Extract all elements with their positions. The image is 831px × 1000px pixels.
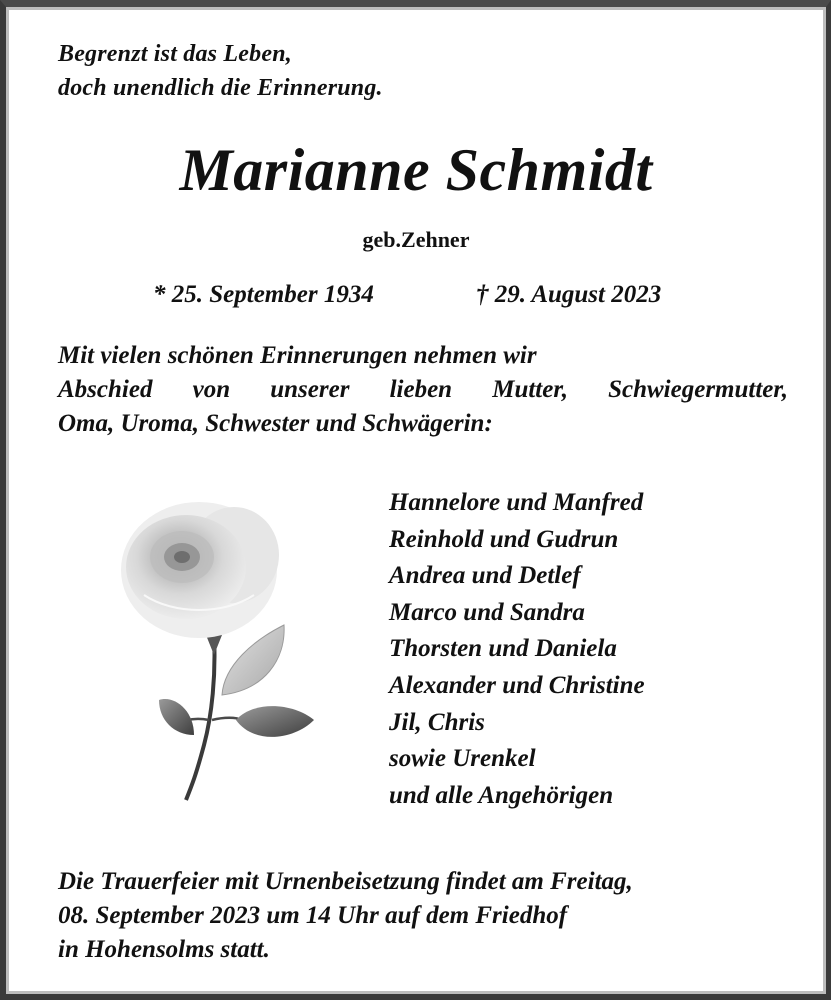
mourner-item: sowie Urenkel (389, 745, 536, 773)
mourners-list (389, 485, 645, 814)
rose-icon (114, 495, 324, 805)
mourner-item: Alexander und Christine (389, 671, 645, 699)
service-line-2: 08. September 2023 um 14 Uhr auf dem Friedhof (58, 902, 568, 929)
mourner-item: Reinhold und Gudrun (389, 525, 619, 553)
intro-text (58, 339, 788, 441)
mourner-item: Andrea und Detlef (389, 562, 581, 590)
mourner-item: und alle Angehörigen (389, 781, 614, 809)
deceased-name: Marianne Schmidt (179, 137, 653, 203)
life-dates (6, 281, 826, 315)
intro-line-2: Abschied von unserer lieben Mutter, Schwiegermutter, (58, 376, 788, 403)
birth-date: * 25. September 1934 (153, 281, 374, 308)
maiden-name: geb.Zehner (362, 227, 470, 252)
mourner-item: Hannelore und Manfred (389, 489, 644, 516)
service-line-3: in Hohensolms statt. (58, 936, 270, 963)
intro-line-1: Mit vielen schönen Erinnerungen nehmen wir (58, 342, 537, 369)
service-info (58, 865, 633, 967)
motto-line-2: doch unendlich die Erinnerung. (58, 75, 383, 101)
service-line-1: Die Trauerfeier mit Urnenbeisetzung findet am Freitag, (58, 868, 633, 895)
mourner-item: Thorsten und Daniela (389, 635, 617, 663)
mourner-item: Marco und Sandra (389, 598, 585, 626)
death-date: † 29. August 2023 (476, 281, 662, 308)
motto-line-1: Begrenzt ist das Leben, (58, 41, 292, 67)
motto (58, 37, 383, 105)
mourner-item: Jil, Chris (389, 708, 485, 736)
intro-line-3: Oma, Uroma, Schwester und Schwägerin: (58, 410, 493, 437)
